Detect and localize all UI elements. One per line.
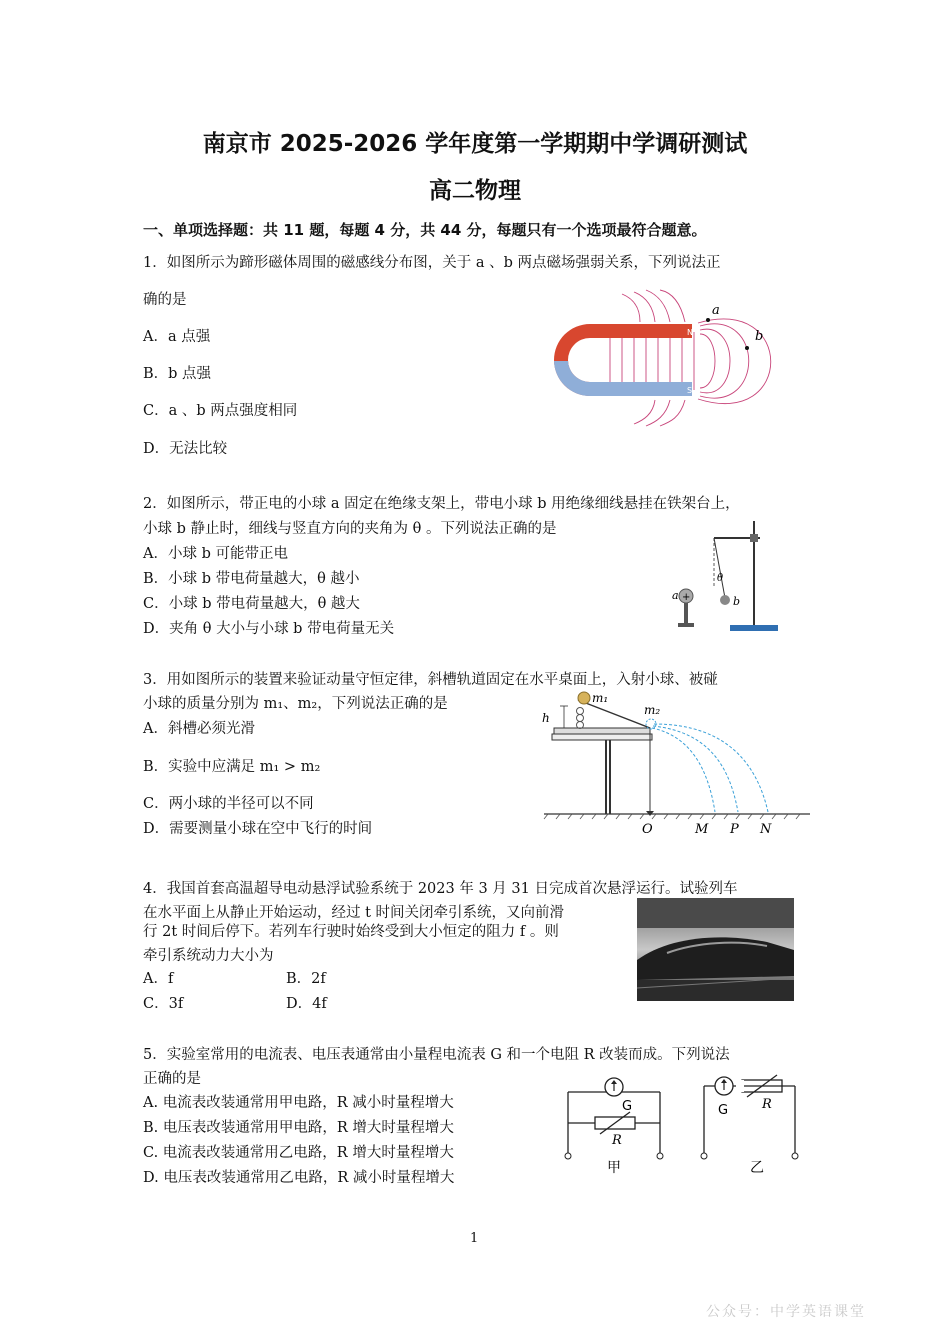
watermark: 公众号：中学英语课堂 — [706, 1304, 866, 1320]
point-n-label: N — [760, 822, 772, 837]
svg-text:+: + — [682, 592, 691, 603]
q5-stem-line1: 5．实验室常用的电流表、电压表通常由小量程电流表 G 和一个电阻 R 改装而成。下列说法 — [143, 1047, 730, 1063]
section-heading: 一、单项选择题：共 11 题，每题 4 分，共 44 分，每题只有一个选项最符合题意。 — [143, 221, 707, 239]
q3-option-b: B．实验中应满足 m₁ > m₂ — [143, 759, 321, 775]
yi-r-label: R — [762, 1097, 772, 1112]
q4-stem-line4: 牵引系统动力大小为 — [143, 948, 274, 964]
meter-circuits-figure — [560, 1072, 810, 1178]
exam-title: 南京市 2025-2026 学年度第一学期期中学调研测试 — [202, 131, 748, 157]
subject-title: 高二物理 — [429, 178, 521, 204]
charged-balls-figure — [670, 515, 790, 635]
q5-stem-line2: 正确的是 — [143, 1071, 201, 1087]
height-label: h — [542, 711, 550, 725]
momentum-apparatus-figure — [540, 688, 815, 836]
q2-stem-line2: 小球 b 静止时，细线与竖直方向的夹角为 θ 。下列说法正确的是 — [143, 521, 557, 537]
circuit-yi-label: 乙 — [750, 1160, 764, 1176]
jia-g-label: G — [622, 1099, 633, 1114]
ball-a-label: a — [672, 589, 679, 602]
q4-stem-line3: 行 2t 时间后停下。若列车行驶时始终受到大小恒定的阻力 f 。则 — [143, 924, 559, 940]
q2-option-b: B．小球 b 带电荷量越大，θ 越小 — [143, 571, 360, 587]
point-o-label: O — [642, 822, 653, 837]
m2-label: m₂ — [644, 703, 661, 717]
q3-option-d: D．需要测量小球在空中飞行的时间 — [143, 821, 373, 837]
q1-option-c: C．a 、b 两点强度相同 — [143, 403, 298, 419]
q5-option-d: D. 电压表改装通常用乙电路，R 减小时量程增大 — [143, 1170, 455, 1186]
magnet-s-label: S — [687, 386, 693, 395]
page-number: 1 — [470, 1231, 479, 1246]
theta-label: θ — [717, 573, 724, 584]
q2-option-d: D．夹角 θ 大小与小球 b 带电荷量无关 — [143, 621, 395, 637]
q3-option-a: A．斜槽必须光滑 — [143, 721, 255, 737]
q1-stem-line1: 1．如图所示为蹄形磁体周围的磁感线分布图，关于 a 、b 两点磁场强弱关系，下列说法正 — [143, 255, 721, 271]
m1-label: m₁ — [592, 691, 609, 705]
point-b-label: b — [755, 329, 764, 344]
q1-option-d: D．无法比较 — [143, 441, 228, 457]
q4-stem-line2: 在水平面上从静止开始运动，经过 t 时间关闭牵引系统，又向前滑 — [143, 905, 565, 921]
q2-option-a: A．小球 b 可能带正电 — [143, 546, 288, 562]
q1-option-b: B．b 点强 — [143, 366, 212, 382]
q5-option-a: A. 电流表改装通常用甲电路，R 减小时量程增大 — [143, 1095, 454, 1111]
horseshoe-magnet-figure — [560, 290, 800, 420]
maglev-train-photo — [637, 898, 794, 1001]
q3-option-c: C．两小球的半径可以不同 — [143, 796, 314, 812]
point-p-label: P — [730, 822, 739, 837]
jia-r-label: R — [612, 1133, 622, 1148]
ball-b-label: b — [733, 595, 741, 608]
circuit-jia-label: 甲 — [607, 1160, 621, 1176]
q1-option-a: A．a 点强 — [143, 329, 211, 345]
q4-option-c: C．3f — [143, 996, 184, 1012]
q3-stem-line2: 小球的质量分别为 m₁、m₂，下列说法正确的是 — [143, 696, 448, 712]
magnet-n-label: N — [687, 328, 693, 337]
q4-option-b: B．2f — [286, 971, 326, 987]
point-m-label: M — [695, 822, 709, 837]
q5-option-c: C. 电流表改装通常用乙电路，R 增大时量程增大 — [143, 1145, 454, 1161]
yi-g-label: G — [718, 1103, 729, 1118]
q4-stem-line1: 4．我国首套高温超导电动悬浮试验系统于 2023 年 3 月 31 日完成首次悬浮运行。试验列车 — [143, 881, 738, 897]
q5-option-b: B. 电压表改装通常用甲电路，R 增大时量程增大 — [143, 1120, 454, 1136]
q2-stem-line1: 2．如图所示，带正电的小球 a 固定在绝缘支架上，带电小球 b 用绝缘细线悬挂在铁架台上， — [143, 496, 740, 512]
q4-option-d: D．4f — [286, 996, 327, 1012]
q2-option-c: C．小球 b 带电荷量越大，θ 越大 — [143, 596, 360, 612]
q4-option-a: A．f — [143, 971, 174, 987]
q1-stem-line2: 确的是 — [143, 292, 187, 308]
point-a-label: a — [712, 303, 720, 318]
q3-stem-line1: 3．用如图所示的装置来验证动量守恒定律，斜槽轨道固定在水平桌面上，入射小球、被碰 — [143, 672, 718, 688]
